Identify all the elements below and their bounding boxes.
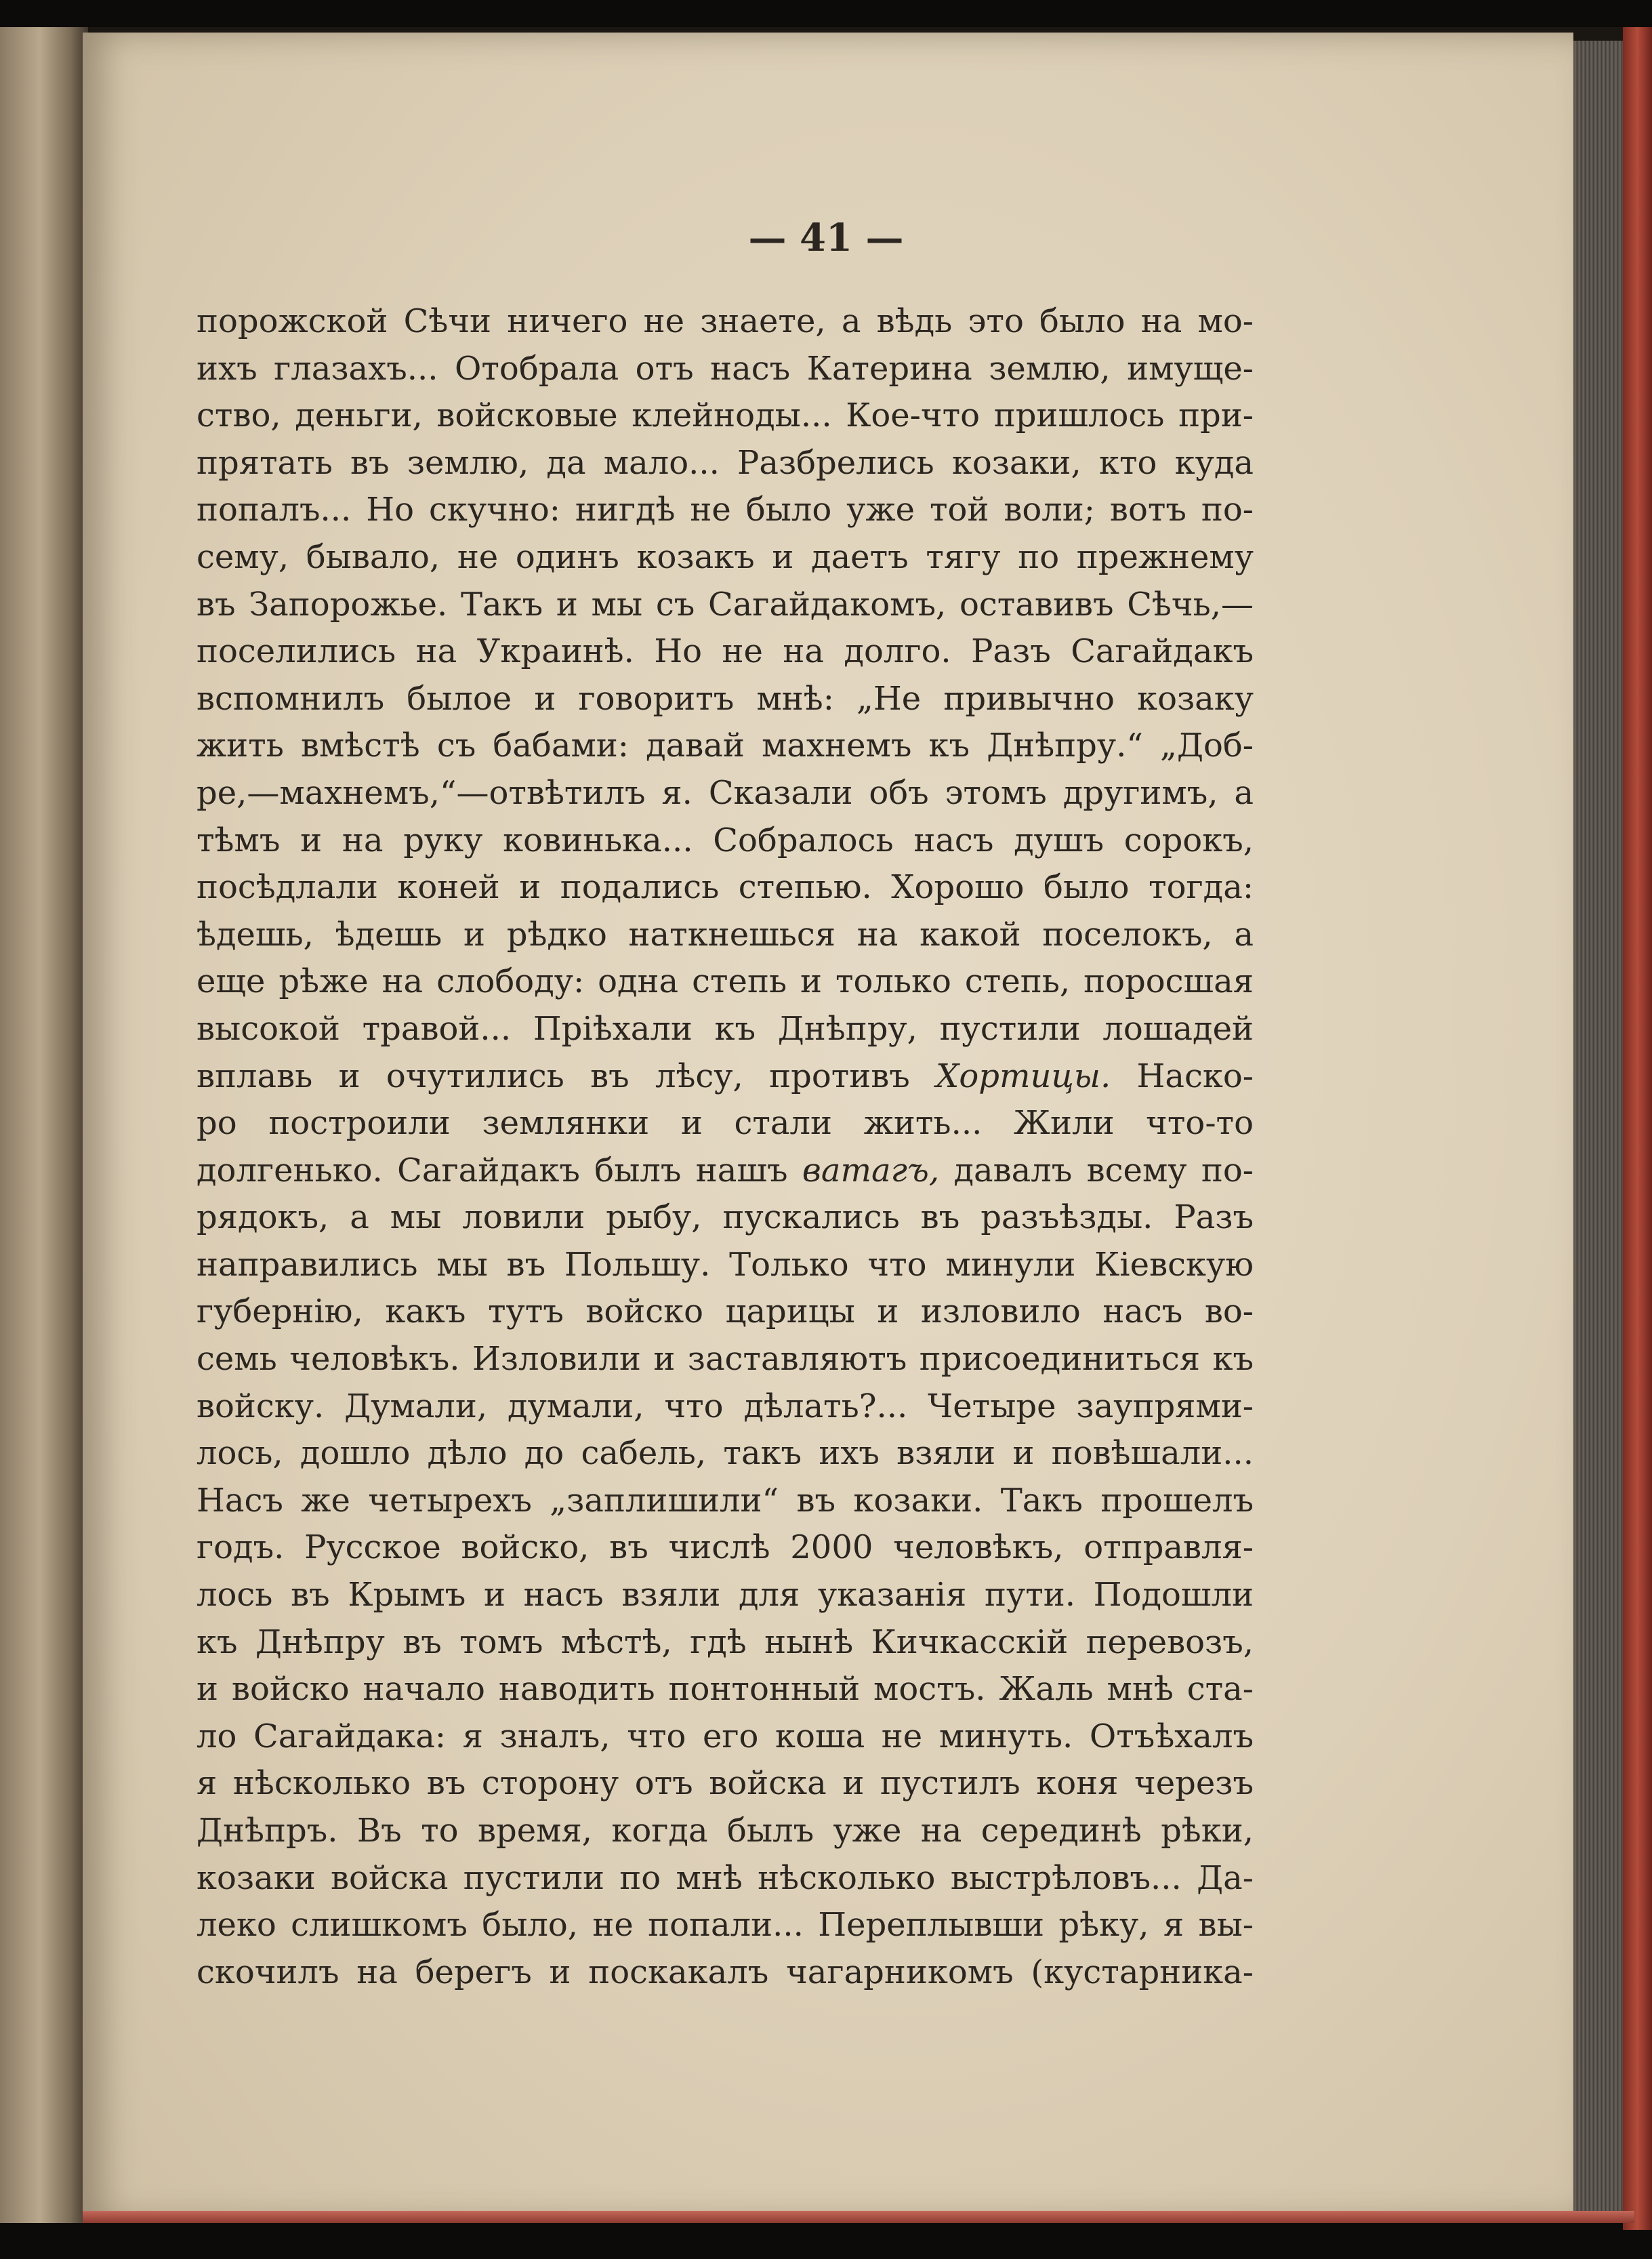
text-line: я нѣсколько въ сторону отъ войска и пустилъ коня черезъ [197,1764,1254,1803]
text-line: порожской Сѣчи ничего не знаете, а вѣдь это было на мо- [197,302,1254,340]
emphasis-text: Хортицы. [936,1057,1111,1095]
text-line: лось въ Крымъ и насъ взяли для указанія пути. Подошли [197,1576,1254,1614]
text-line: ство, деньги, войсковые клейноды... Кое-что пришлось при- [197,396,1254,435]
text-line: тѣмъ и на руку ковинька... Собралось насъ душъ сорокъ, [197,821,1254,859]
text-line: ихъ глазахъ... Отобрала отъ насъ Катерина землю, имуще- [197,349,1254,388]
text-line-with-emphasis [197,1053,1254,1101]
text-line: въ Запорожье. Такъ и мы съ Сагайдакомъ, оставивъ Сѣчь,— [197,585,1254,624]
text-line: и войско начало наводить понтонный мостъ. Жаль мнѣ ста- [197,1670,1254,1709]
text-line: козаки войска пустили по мнѣ нѣсколько выстрѣловъ... Да- [197,1858,1254,1897]
book-cover-bottom-edge [83,2211,1634,2223]
text-line: жить вмѣстѣ съ бабами: давай махнемъ къ Днѣпру.“ „Доб- [197,727,1254,765]
text-line: ѣдешь, ѣдешь и рѣдко наткнешься на какой поселокъ, а [197,915,1254,954]
text-line: посѣдлали коней и подались степью. Хорошо было тогда: [197,868,1254,907]
book-cover-edge [1623,27,1652,2230]
text-line-with-emphasis [197,1147,1254,1195]
text-line: поселились на Украинѣ. Но не на долго. Разъ Сагайдакъ [197,632,1254,671]
left-page-edge [0,27,88,2223]
text-line: прятать въ землю, да мало... Разбрелись козаки, кто куда [197,443,1254,482]
text-line: ло Сагайдака: я зналъ, что его коша не минуть. Отъѣхалъ [197,1717,1254,1755]
text-segment: вплавь и очутились въ лѣсу, противъ [197,1057,936,1095]
text-line: скочилъ на берегъ и поскакалъ чагарникомъ (кустарника- [197,1953,1254,1991]
text-segment: Наско- [1111,1057,1254,1095]
text-line: губернію, какъ тутъ войско царицы и изловило насъ во- [197,1293,1254,1331]
text-segment: давалъ всему по- [939,1151,1254,1189]
page-number: — 41 — [748,216,904,260]
page-stack-edge [1573,41,1628,2223]
text-line: вспомнилъ былое и говоритъ мнѣ: „Не привычно козаку [197,679,1254,718]
text-line: лось, дошло дѣло до сабель, такъ ихъ взяли и повѣшали... [197,1434,1254,1473]
text-line: рядокъ, а мы ловили рыбу, пускались въ разъѣзды. Разъ [197,1198,1254,1237]
text-line: ре,—махнемъ,“—отвѣтилъ я. Сказали объ этомъ другимъ, а [197,773,1254,812]
text-line: сему, бывало, не одинъ козакъ и даетъ тягу по прежнему [197,537,1254,576]
text-line: войску. Думали, думали, что дѣлать?... Четыре заупрями- [197,1387,1254,1425]
text-line: семь человѣкъ. Изловили и заставляютъ присоединиться къ [197,1340,1254,1379]
text-line: ро построили землянки и стали жить... Жили что-то [197,1104,1254,1143]
text-line: направились мы въ Польшу. Только что минули Кіевскую [197,1245,1254,1284]
body-text [197,298,1254,1996]
text-line: Насъ же четырехъ „заплишили“ въ козаки. Такъ прошелъ [197,1481,1254,1520]
text-line: попалъ... Но скучно: нигдѣ не было уже той воли; вотъ по- [197,491,1254,529]
text-line: къ Днѣпру въ томъ мѣстѣ, гдѣ нынѣ Кичкасскій перевозъ, [197,1623,1254,1661]
text-line: высокой травой... Пріѣхали къ Днѣпру, пустили лошадей [197,1009,1254,1048]
emphasis-text: ватагъ, [802,1151,940,1189]
text-line: годъ. Русское войско, въ числѣ 2000 человѣкъ, отправля- [197,1528,1254,1567]
text-line: леко слишкомъ было, не попали... Переплывши рѣку, я вы- [197,1906,1254,1945]
text-line: Днѣпръ. Въ то время, когда былъ уже на серединѣ рѣки, [197,1812,1254,1850]
text-line: еще рѣже на слободу: одна степь и только степь, поросшая [197,962,1254,1001]
text-segment: долгенько. Сагайдакъ былъ нашъ [197,1151,802,1189]
